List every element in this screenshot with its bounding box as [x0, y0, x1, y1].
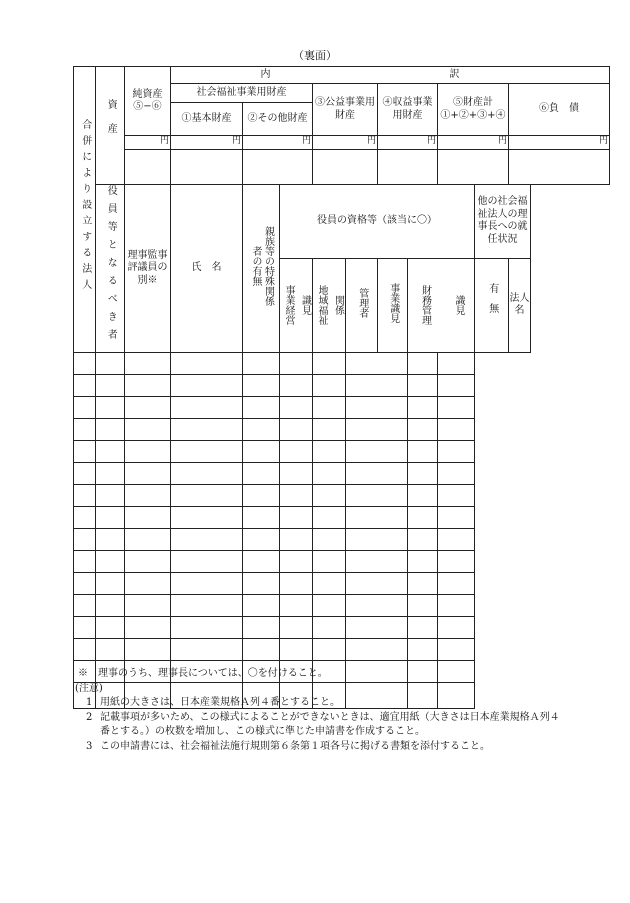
relatives-header [243, 185, 280, 353]
qual-col-1 [280, 258, 313, 352]
officer-cell-q3[interactable] [280, 396, 313, 418]
note-item [75, 711, 560, 740]
officer-cell-role[interactable] [74, 550, 96, 572]
total-header: ⑤財産計①+②+③+④ [438, 84, 509, 136]
officer-cell-name[interactable] [96, 594, 125, 616]
officer-cell-role[interactable] [74, 616, 96, 638]
officer-cell-q2[interactable] [243, 550, 280, 572]
officer-cell-presence[interactable] [408, 352, 438, 374]
officer-cell-q5[interactable] [346, 506, 408, 528]
net-assets-header: 純資産⑤−⑥ [125, 67, 171, 136]
officer-cell-presence[interactable] [408, 506, 438, 528]
officer-cell-q5[interactable] [346, 374, 408, 396]
officer-cell-name[interactable] [96, 550, 125, 572]
officer-cell-name[interactable] [96, 572, 125, 594]
officer-cell-q4[interactable] [313, 418, 346, 440]
note-items [75, 696, 560, 754]
officer-cell-role[interactable] [74, 484, 96, 506]
officer-cell-name[interactable] [96, 528, 125, 550]
officer-cell-q1[interactable] [171, 616, 243, 638]
officer-cell-q4[interactable] [313, 374, 346, 396]
officer-cell-q2[interactable] [243, 440, 280, 462]
officer-row [74, 352, 610, 374]
officer-cell-role[interactable] [74, 462, 96, 484]
officer-cell-corp[interactable] [438, 550, 475, 572]
other-corp-header: 他の社会福祉法人の理事長への就任状況 [475, 185, 531, 259]
officer-cell-role[interactable] [74, 572, 96, 594]
officer-rows [74, 352, 610, 708]
officer-cell-q4[interactable] [313, 550, 346, 572]
officer-cell-relatives[interactable] [125, 528, 171, 550]
officer-cell-q2[interactable] [243, 418, 280, 440]
merger-form-table [73, 66, 610, 709]
note-text: 用紙の大きさは、日本産業規格Ａ列４番とすること。 [100, 697, 340, 708]
other-header: ②その他財産 [243, 103, 313, 136]
officer-cell-q3[interactable] [280, 352, 313, 374]
notes [75, 667, 560, 754]
officer-cell-relatives[interactable] [125, 594, 171, 616]
officer-cell-presence[interactable] [408, 638, 438, 660]
side-label-cell [74, 67, 96, 353]
officer-cell-name[interactable] [96, 616, 125, 638]
officer-cell-role[interactable] [74, 506, 96, 528]
officer-cell-name[interactable] [96, 506, 125, 528]
officer-cell-q1[interactable] [171, 374, 243, 396]
officer-cell-name[interactable] [96, 440, 125, 462]
officer-cell-relatives[interactable] [125, 396, 171, 418]
officers-label: 役員等となるべき者 [105, 185, 117, 347]
officer-cell-name[interactable] [96, 638, 125, 660]
public-input[interactable] [313, 150, 378, 185]
officer-cell-q3[interactable] [280, 506, 313, 528]
officer-row [74, 440, 610, 462]
officer-cell-role[interactable] [74, 396, 96, 418]
total-input[interactable] [438, 150, 509, 185]
officer-cell-relatives[interactable] [125, 638, 171, 660]
officer-cell-role[interactable] [74, 440, 96, 462]
officer-row [74, 572, 610, 594]
officer-cell-q5[interactable] [346, 396, 408, 418]
yen-public: 円 [313, 136, 378, 150]
officer-cell-relatives[interactable] [125, 440, 171, 462]
basic-header: ①基本財産 [171, 103, 243, 136]
officer-cell-q3[interactable] [280, 418, 313, 440]
officer-cell-q1[interactable] [171, 440, 243, 462]
officer-cell-q3[interactable] [280, 550, 313, 572]
profit-header: ④収益事業用財産 [378, 84, 438, 136]
officer-cell-corp[interactable] [438, 396, 475, 418]
qual-col-1-a: 事業経営 [283, 285, 294, 326]
officer-cell-presence[interactable] [408, 396, 438, 418]
officer-cell-q2[interactable] [243, 374, 280, 396]
note-text: 記載事項が多いため、この様式によることができないときは、適宜用紙（大きさは日本産業規格Ａ列４番とする。）の枚数を増加し、この様式に準じた申請書を作成すること。 [100, 711, 560, 737]
officer-cell-q5[interactable] [346, 638, 408, 660]
officer-cell-corp[interactable] [438, 374, 475, 396]
yen-other: 円 [243, 136, 313, 150]
officer-cell-q3[interactable] [280, 638, 313, 660]
officer-row [74, 506, 610, 528]
officer-cell-q4[interactable] [313, 594, 346, 616]
note-number: 2 [86, 711, 93, 723]
assets-label-cell [96, 67, 125, 185]
officer-row [74, 616, 610, 638]
officer-cell-q4[interactable] [313, 638, 346, 660]
officer-cell-q3[interactable] [280, 462, 313, 484]
officer-cell-q4[interactable] [313, 484, 346, 506]
name-header: 氏 名 [171, 185, 243, 353]
officer-cell-relatives[interactable] [125, 462, 171, 484]
qual-col-2-b: 関係 [332, 295, 344, 316]
officer-cell-role[interactable] [74, 418, 96, 440]
note-text: この申請書には、社会福祉法施行規則第６条第１項各号に掲げる書類を添付すること。 [100, 740, 490, 752]
officer-cell-name[interactable] [96, 462, 125, 484]
presence-label: 有無 [486, 282, 498, 323]
officer-cell-presence[interactable] [408, 594, 438, 616]
officer-cell-q2[interactable] [243, 594, 280, 616]
notes-heading: (注意) [75, 682, 103, 694]
officer-row [74, 418, 610, 440]
officer-cell-q2[interactable] [243, 616, 280, 638]
officer-row [74, 594, 610, 616]
public-interest-header: ③公益事業用財産 [313, 84, 378, 136]
star-note: ※ 理事のうち、理事長については、〇を付けること。 [78, 668, 328, 679]
officer-row [74, 396, 610, 418]
officer-cell-q1[interactable] [171, 528, 243, 550]
officer-row [74, 462, 610, 484]
officer-cell-name[interactable] [96, 396, 125, 418]
officer-cell-corp[interactable] [438, 572, 475, 594]
officer-cell-q5[interactable] [346, 418, 408, 440]
yen-net-assets: 円 [125, 136, 171, 150]
yen-profit: 円 [378, 136, 438, 150]
officer-cell-name[interactable] [96, 418, 125, 440]
yen-total: 円 [438, 136, 509, 150]
officer-row [74, 528, 610, 550]
qual-col-4 [378, 258, 408, 352]
officer-cell-relatives[interactable] [125, 616, 171, 638]
officer-cell-relatives[interactable] [125, 418, 171, 440]
officer-cell-relatives[interactable] [125, 506, 171, 528]
officer-cell-role[interactable] [74, 352, 96, 374]
officer-row [74, 550, 610, 572]
officer-cell-q4[interactable] [313, 396, 346, 418]
note-item [75, 740, 560, 755]
officer-cell-role[interactable] [74, 374, 96, 396]
officer-cell-role[interactable] [74, 638, 96, 660]
officer-cell-q3[interactable] [280, 594, 313, 616]
officer-cell-q3[interactable] [280, 484, 313, 506]
officer-cell-q1[interactable] [171, 352, 243, 374]
breakdown-right: 訳 [449, 68, 460, 80]
corp-name-header: 法人名 [509, 258, 531, 352]
officers-label-cell [96, 185, 125, 353]
officer-cell-presence[interactable] [408, 484, 438, 506]
officer-cell-name[interactable] [96, 484, 125, 506]
officer-cell-q5[interactable] [346, 616, 408, 638]
officer-cell-q5[interactable] [346, 440, 408, 462]
officer-cell-relatives[interactable] [125, 572, 171, 594]
net-assets-input[interactable] [125, 150, 171, 185]
officer-cell-presence[interactable] [408, 572, 438, 594]
officer-cell-q2[interactable] [243, 572, 280, 594]
officer-cell-name[interactable] [96, 374, 125, 396]
note-number: 3 [86, 740, 93, 752]
qual-col-5 [408, 258, 475, 352]
assets-label: 資産 [105, 99, 117, 148]
yen-basic: 円 [171, 136, 243, 150]
officer-cell-presence[interactable] [408, 374, 438, 396]
officer-cell-q1[interactable] [171, 638, 243, 660]
breakdown-header [171, 67, 610, 84]
officer-cell-corp[interactable] [438, 528, 475, 550]
officer-row [74, 374, 610, 396]
officer-cell-q2[interactable] [243, 528, 280, 550]
officer-cell-relatives[interactable] [125, 550, 171, 572]
officer-cell-q3[interactable] [280, 440, 313, 462]
qualifications-header: 役員の資格等（該当に〇） [280, 185, 475, 259]
officer-cell-q1[interactable] [171, 462, 243, 484]
officer-cell-corp[interactable] [438, 352, 475, 374]
officer-cell-corp[interactable] [438, 616, 475, 638]
officer-cell-presence[interactable] [408, 440, 438, 462]
presence-header [475, 258, 509, 352]
role-type-header: 理事監事評議員の別※ [125, 185, 171, 353]
officer-cell-q4[interactable] [313, 462, 346, 484]
officer-cell-corp[interactable] [438, 440, 475, 462]
officer-cell-q2[interactable] [243, 506, 280, 528]
officer-cell-q4[interactable] [313, 616, 346, 638]
officer-cell-q4[interactable] [313, 440, 346, 462]
officer-row [74, 484, 610, 506]
officer-cell-q2[interactable] [243, 352, 280, 374]
officer-cell-q1[interactable] [171, 594, 243, 616]
officer-cell-presence[interactable] [408, 418, 438, 440]
officer-cell-q3[interactable] [280, 572, 313, 594]
qual-col-3-label: 管理者 [356, 287, 368, 318]
officer-cell-q3[interactable] [280, 528, 313, 550]
basic-input[interactable] [171, 150, 243, 185]
officer-cell-q5[interactable] [346, 484, 408, 506]
officer-cell-q5[interactable] [346, 352, 408, 374]
officer-cell-q1[interactable] [171, 396, 243, 418]
qual-col-1-b: 識見 [299, 295, 311, 316]
qual-col-3 [346, 258, 378, 352]
yen-liabilities: 円 [509, 136, 610, 150]
officer-cell-q5[interactable] [346, 462, 408, 484]
officer-cell-role[interactable] [74, 594, 96, 616]
officer-cell-q4[interactable] [313, 506, 346, 528]
officer-cell-q3[interactable] [280, 616, 313, 638]
page-title: （裏面） [293, 49, 337, 62]
qual-col-5-a: 財務管理 [419, 285, 431, 326]
officer-cell-q4[interactable] [313, 528, 346, 550]
officer-cell-q1[interactable] [171, 484, 243, 506]
side-label: 合併により設立する法人 [79, 119, 91, 295]
officer-cell-q1[interactable] [171, 550, 243, 572]
note-item [75, 696, 560, 711]
officer-cell-q4[interactable] [313, 352, 346, 374]
officer-cell-q2[interactable] [243, 484, 280, 506]
officer-cell-q5[interactable] [346, 528, 408, 550]
liabilities-input[interactable] [509, 150, 610, 185]
officer-cell-corp[interactable] [438, 484, 475, 506]
officer-cell-corp[interactable] [438, 506, 475, 528]
officer-cell-corp[interactable] [438, 418, 475, 440]
officer-cell-q5[interactable] [346, 550, 408, 572]
officer-row [74, 638, 610, 660]
officer-cell-role[interactable] [74, 528, 96, 550]
officer-cell-q2[interactable] [243, 462, 280, 484]
officer-cell-relatives[interactable] [125, 352, 171, 374]
relatives-label: 親族等の特殊関係者の有無 [250, 226, 274, 306]
qual-col-4-label: 事業識見 [387, 282, 399, 323]
note-number: 1 [86, 697, 93, 708]
other-input[interactable] [243, 150, 313, 185]
officer-cell-q5[interactable] [346, 594, 408, 616]
officer-cell-corp[interactable] [438, 594, 475, 616]
officer-cell-corp[interactable] [438, 638, 475, 660]
profit-input[interactable] [378, 150, 438, 185]
qual-col-2 [313, 258, 346, 352]
officer-cell-presence[interactable] [408, 462, 438, 484]
officer-cell-q1[interactable] [171, 572, 243, 594]
officer-cell-relatives[interactable] [125, 484, 171, 506]
breakdown-left: 内 [260, 68, 271, 80]
officer-cell-q1[interactable] [171, 418, 243, 440]
officer-cell-q1[interactable] [171, 506, 243, 528]
officer-cell-presence[interactable] [408, 616, 438, 638]
qual-col-5-b: 識見 [453, 295, 464, 316]
officer-cell-q5[interactable] [346, 572, 408, 594]
liabilities-header: ⑥負 債 [509, 84, 610, 136]
qual-col-2-a: 地域福祉 [316, 285, 327, 326]
officer-cell-relatives[interactable] [125, 374, 171, 396]
officer-cell-presence[interactable] [408, 528, 438, 550]
officer-cell-q4[interactable] [313, 572, 346, 594]
officer-cell-q2[interactable] [243, 638, 280, 660]
officer-cell-presence[interactable] [408, 550, 438, 572]
officer-cell-q3[interactable] [280, 374, 313, 396]
officer-cell-name[interactable] [96, 352, 125, 374]
officer-cell-q2[interactable] [243, 396, 280, 418]
officer-cell-corp[interactable] [438, 462, 475, 484]
social-welfare-header: 社会福祉事業用財産 [171, 84, 313, 103]
